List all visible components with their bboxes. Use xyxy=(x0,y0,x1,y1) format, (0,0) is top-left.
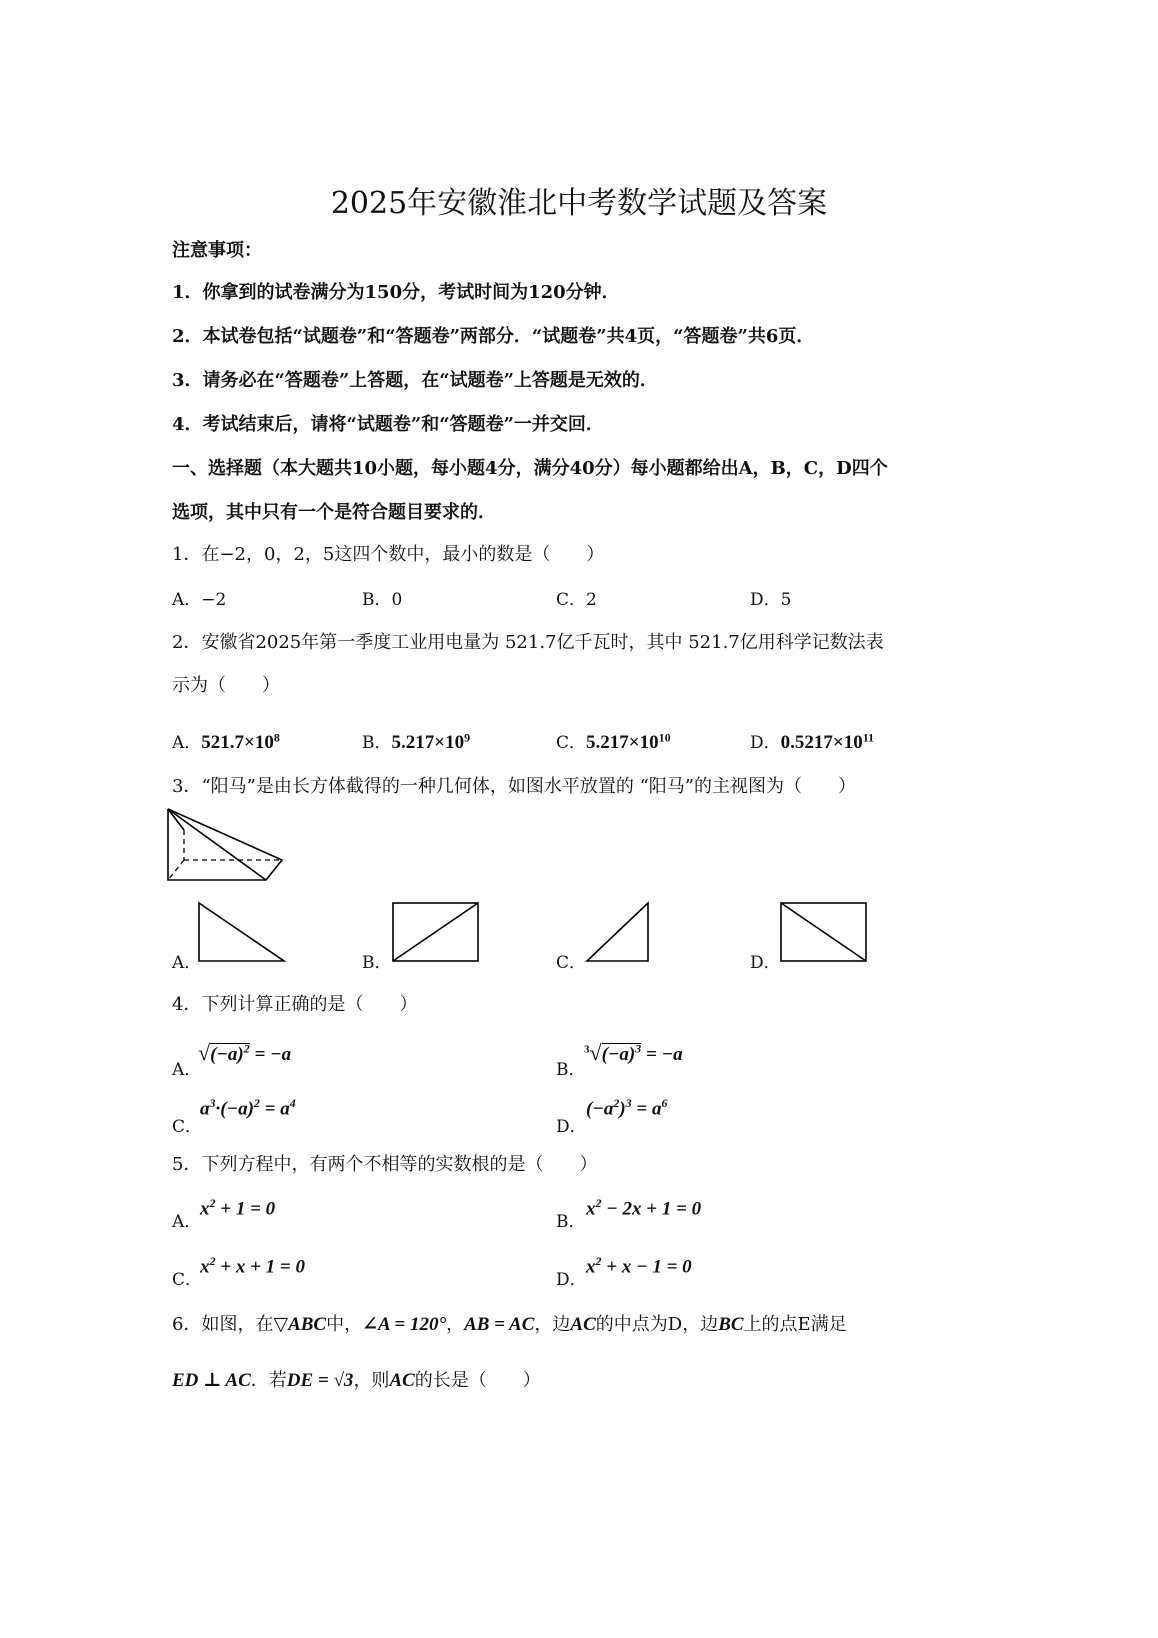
term: − 2x + 1 = 0 xyxy=(601,1198,702,1220)
q3-option-b-rectangle xyxy=(390,900,482,964)
text: ．若 xyxy=(250,1370,287,1391)
notice-item-1: 1．你拿到的试卷满分为150分，考试时间为120分钟． xyxy=(172,282,620,303)
term: = a xyxy=(259,1098,290,1120)
q1-option-d: D．5 xyxy=(750,590,792,610)
q1-option-c: C．2 xyxy=(556,590,597,610)
math: ▽ABC xyxy=(273,1314,327,1335)
math: AC xyxy=(389,1370,415,1391)
math: DE = √3 xyxy=(286,1370,354,1391)
math: ∠A = 120° xyxy=(362,1314,447,1335)
q2-d-exp: 11 xyxy=(862,730,875,745)
q2-a-value: 521.7×10 xyxy=(201,732,274,753)
q5-option-d-eq xyxy=(586,1254,692,1278)
q1-option-a: A．−2 xyxy=(172,590,227,610)
notice-item-4: 4．考试结束后，请将“试题卷”和“答题卷”一并交回． xyxy=(172,414,604,435)
q4-option-c-expr xyxy=(200,1096,296,1120)
radicand-exp: 3 xyxy=(635,1041,642,1056)
page-title: 2025年安徽淮北中考数学试题及答案 xyxy=(330,186,828,221)
q4-option-c-label: C． xyxy=(172,1117,203,1137)
q2-stem-cont: 示为（ ） xyxy=(172,675,280,696)
text: ，则 xyxy=(353,1370,390,1391)
exp: 2 xyxy=(209,1196,216,1210)
q6-stem xyxy=(172,1310,847,1336)
radicand-base: (−a) xyxy=(210,1044,244,1065)
option-label: D． xyxy=(750,733,781,753)
q3-option-c-label: C． xyxy=(556,953,587,973)
term: x xyxy=(200,1256,210,1278)
option-label: B． xyxy=(362,733,392,753)
q3-option-d-rectangle xyxy=(778,900,870,964)
exp: 2 xyxy=(595,1254,602,1268)
exp: 2 xyxy=(253,1096,260,1110)
exp: 3 xyxy=(209,1096,216,1110)
radicand xyxy=(210,1043,250,1065)
term: = a xyxy=(631,1098,662,1120)
q4-option-d-expr xyxy=(586,1096,668,1120)
q3-option-c-triangle xyxy=(584,900,654,964)
text: 中， xyxy=(326,1314,363,1335)
q5-option-c-label: C． xyxy=(172,1270,203,1290)
root-sign: √ xyxy=(589,1040,602,1065)
root-index: 3 xyxy=(584,1043,590,1056)
term: + x − 1 = 0 xyxy=(601,1256,692,1278)
q4-option-b-expr xyxy=(584,1040,683,1066)
term: x xyxy=(200,1198,210,1220)
term: a xyxy=(200,1098,210,1120)
q2-c-exp: 10 xyxy=(658,730,671,745)
exp: 2 xyxy=(209,1254,216,1268)
notice-heading: 注意事项： xyxy=(172,240,262,261)
math: ED ⊥ AC xyxy=(172,1370,251,1391)
section-heading-cont: 选项，其中只有一个是符合题目要求的． xyxy=(172,502,496,523)
exp: 6 xyxy=(661,1096,668,1110)
term: x xyxy=(586,1198,596,1220)
exp: 2 xyxy=(613,1096,620,1110)
text: ，边 xyxy=(534,1314,571,1335)
text: 的长是（ ） xyxy=(414,1370,541,1391)
notice-item-3: 3．请务必在“答题卷”上答题，在“试题卷”上答题是无效的． xyxy=(172,370,658,391)
exp: 3 xyxy=(625,1096,632,1110)
text: 上的点E满足 xyxy=(743,1314,847,1335)
q2-option-d xyxy=(750,728,874,754)
q2-b-exp: 9 xyxy=(464,730,471,745)
sqrt-sign: √ xyxy=(198,1040,211,1065)
q2-d-value: 0.5217×10 xyxy=(780,732,863,753)
term: + x + 1 = 0 xyxy=(215,1256,305,1278)
q6-stem-cont xyxy=(172,1366,541,1392)
rhs: = −a xyxy=(249,1044,292,1065)
math: AB = AC xyxy=(464,1314,535,1335)
term: x xyxy=(586,1256,596,1278)
term: ·(−a) xyxy=(215,1098,254,1120)
q2-stem: 2．安徽省2025年第一季度工业用电量为 521.7亿千瓦时，其中 521.7亿用科学记数法表 xyxy=(172,632,884,653)
q2-c-value: 5.217×10 xyxy=(586,732,659,753)
option-label: C． xyxy=(556,733,587,753)
q5-option-c-eq xyxy=(200,1254,305,1278)
q2-a-exp: 8 xyxy=(273,730,280,745)
text: ， xyxy=(446,1314,465,1335)
term: + 1 = 0 xyxy=(215,1198,276,1220)
q2-option-b xyxy=(362,728,470,754)
q3-stem: 3．“阳马”是由长方体截得的一种几何体，如图水平放置的 “阳马”的主视图为（ ） xyxy=(172,776,856,797)
q4-option-a-label: A． xyxy=(172,1060,202,1080)
radicand xyxy=(602,1043,642,1065)
q5-option-a-label: A． xyxy=(172,1212,202,1232)
radicand-exp: 2 xyxy=(243,1041,250,1056)
q3-option-a-label: A． xyxy=(172,953,202,973)
q1-stem: 1．在−2，0，2，5这四个数中，最小的数是（ ） xyxy=(172,544,605,565)
q2-option-c xyxy=(556,728,671,754)
q5-stem: 5．下列方程中，有两个不相等的实数根的是（ ） xyxy=(172,1154,598,1175)
section-heading: 一、选择题（本大题共10小题，每小题4分，满分40分）每小题都给出A，B，C，D四个 xyxy=(172,458,888,479)
rhs: = −a xyxy=(641,1044,683,1065)
q4-stem: 4．下列计算正确的是（ ） xyxy=(172,994,418,1015)
yangma-solid-figure xyxy=(166,806,288,886)
q3-option-a-triangle xyxy=(196,900,288,964)
q3-option-b-label: B． xyxy=(362,953,392,973)
text: 6．如图，在 xyxy=(172,1314,274,1335)
q5-option-a-eq xyxy=(200,1196,275,1220)
q5-option-b-eq xyxy=(586,1196,701,1220)
term: (−a xyxy=(586,1098,614,1120)
q5-option-d-label: D． xyxy=(556,1270,587,1290)
notice-item-2: 2．本试卷包括“试题卷”和“答题卷”两部分．“试题卷”共4页，“答题卷”共6页． xyxy=(172,326,815,347)
exp: 2 xyxy=(595,1196,602,1210)
q2-b-value: 5.217×10 xyxy=(391,732,465,753)
q4-option-d-label: D． xyxy=(556,1117,587,1137)
q2-option-a xyxy=(172,728,280,754)
term: ) xyxy=(619,1098,626,1120)
text: 的中点为D，边 xyxy=(595,1314,719,1335)
q4-option-a-expr xyxy=(198,1040,291,1066)
math: AC xyxy=(570,1314,596,1335)
math: BC xyxy=(718,1314,744,1335)
option-label: A． xyxy=(172,733,202,753)
q4-option-b-label: B． xyxy=(556,1060,586,1080)
q5-option-b-label: B． xyxy=(556,1212,586,1232)
q3-option-d-label: D． xyxy=(750,953,781,973)
q1-option-b: B．0 xyxy=(362,590,403,610)
exp: 4 xyxy=(289,1096,296,1110)
radicand-base: (−a) xyxy=(601,1044,636,1065)
